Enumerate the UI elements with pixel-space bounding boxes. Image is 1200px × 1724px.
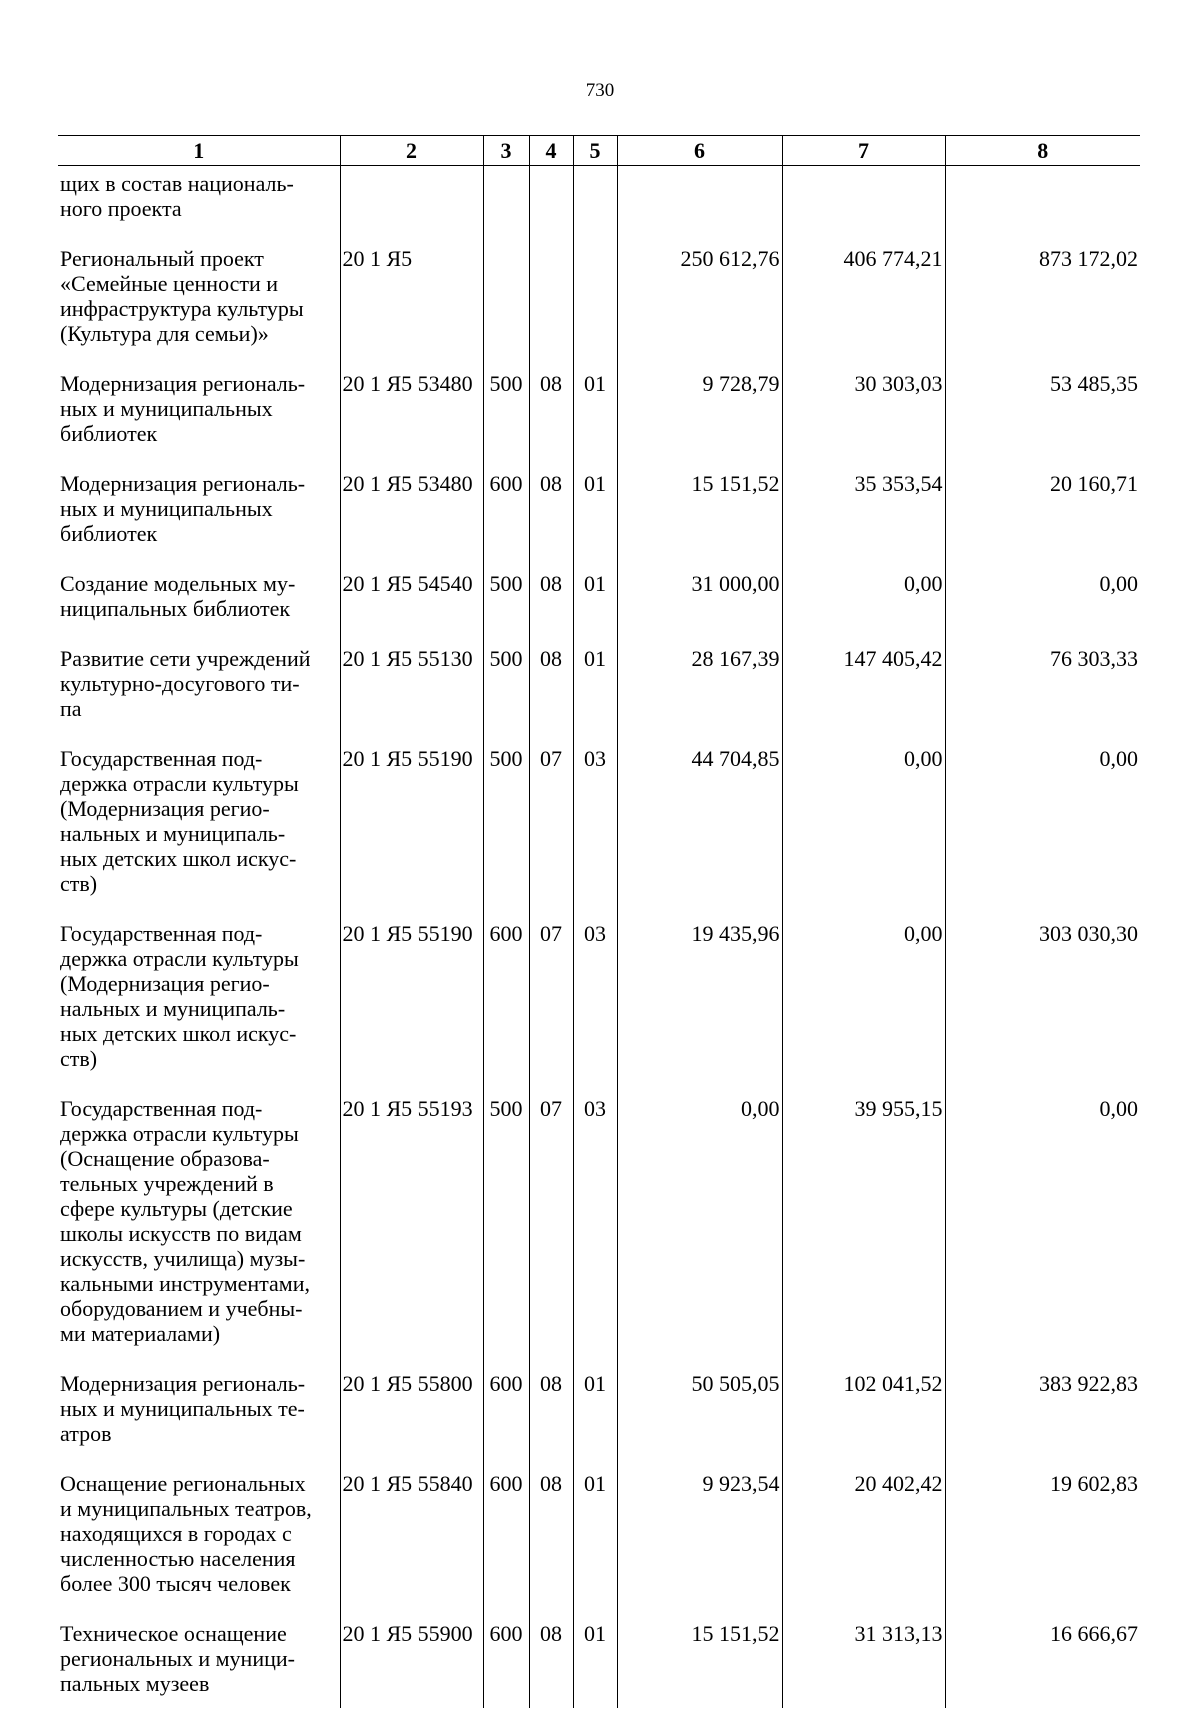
amount-col-7: 31 313,13 xyxy=(782,1616,945,1708)
expense-type: 600 xyxy=(483,466,529,566)
amount-col-6: 19 435,96 xyxy=(617,916,782,1091)
section-code xyxy=(529,166,573,242)
budget-code: 20 1 Я5 55130 xyxy=(340,641,483,741)
expense-type: 600 xyxy=(483,916,529,1091)
section-code: 08 xyxy=(529,1366,573,1466)
section-code: 07 xyxy=(529,741,573,916)
section-code: 08 xyxy=(529,1466,573,1616)
expense-type: 500 xyxy=(483,1091,529,1366)
amount-col-6: 28 167,39 xyxy=(617,641,782,741)
subsection-code: 01 xyxy=(573,1366,617,1466)
row-name: Модернизация региональ- ных и муниципальных библиотек xyxy=(60,371,306,446)
amount-col-7: 406 774,21 xyxy=(782,241,945,366)
table-row xyxy=(58,916,1140,1091)
amount-col-8: 383 922,83 xyxy=(945,1366,1140,1466)
row-name: Техническое оснащение региональных и муници- пальных музеев xyxy=(60,1621,295,1696)
budget-code: 20 1 Я5 55190 xyxy=(340,741,483,916)
budget-code: 20 1 Я5 55800 xyxy=(340,1366,483,1466)
budget-table xyxy=(58,135,1140,1708)
table-body xyxy=(58,166,1140,1709)
header-col-4: 4 xyxy=(529,136,573,166)
amount-col-7: 20 402,42 xyxy=(782,1466,945,1616)
amount-col-7: 35 353,54 xyxy=(782,466,945,566)
budget-code: 20 1 Я5 55190 xyxy=(340,916,483,1091)
amount-col-8: 19 602,83 xyxy=(945,1466,1140,1616)
budget-code xyxy=(340,166,483,242)
amount-col-8: 0,00 xyxy=(945,741,1140,916)
row-name: Государственная под- держка отрасли культуры (Оснащение образова- тельных учреждений в сфере культуры (детские школы искусств по видам искусств, училища) музы- кальными инструментами, оборудованием и учебны- ми материалами) xyxy=(60,1096,310,1346)
section-code: 08 xyxy=(529,1616,573,1708)
amount-col-6: 0,00 xyxy=(617,1091,782,1366)
amount-col-7: 0,00 xyxy=(782,916,945,1091)
section-code: 07 xyxy=(529,1091,573,1366)
table-row xyxy=(58,1466,1140,1616)
amount-col-8 xyxy=(945,166,1140,242)
table-row xyxy=(58,366,1140,466)
row-name: Создание модельных му- ниципальных библиотек xyxy=(60,571,296,621)
subsection-code: 03 xyxy=(573,741,617,916)
expense-type: 500 xyxy=(483,741,529,916)
table-row xyxy=(58,641,1140,741)
expense-type: 500 xyxy=(483,566,529,641)
amount-col-8: 20 160,71 xyxy=(945,466,1140,566)
header-col-1: 1 xyxy=(58,136,340,166)
amount-col-7: 30 303,03 xyxy=(782,366,945,466)
amount-col-7: 0,00 xyxy=(782,741,945,916)
page-number: 730 xyxy=(585,80,615,101)
amount-col-6 xyxy=(617,166,782,242)
amount-col-8: 16 666,67 xyxy=(945,1616,1140,1708)
amount-col-6: 9 728,79 xyxy=(617,366,782,466)
table-row xyxy=(58,1616,1140,1708)
header-col-8: 8 xyxy=(945,136,1140,166)
budget-code: 20 1 Я5 xyxy=(340,241,483,366)
table-row xyxy=(58,1366,1140,1466)
amount-col-6: 31 000,00 xyxy=(617,566,782,641)
amount-col-7: 102 041,52 xyxy=(782,1366,945,1466)
subsection-code xyxy=(573,241,617,366)
table-row xyxy=(58,241,1140,366)
expense-type: 600 xyxy=(483,1366,529,1466)
subsection-code: 01 xyxy=(573,1616,617,1708)
subsection-code: 03 xyxy=(573,916,617,1091)
subsection-code: 01 xyxy=(573,566,617,641)
table-row xyxy=(58,1091,1140,1366)
subsection-code: 01 xyxy=(573,1466,617,1616)
table-row xyxy=(58,566,1140,641)
subsection-code: 03 xyxy=(573,1091,617,1366)
amount-col-8: 873 172,02 xyxy=(945,241,1140,366)
subsection-code: 01 xyxy=(573,641,617,741)
header-col-5: 5 xyxy=(573,136,617,166)
amount-col-6: 250 612,76 xyxy=(617,241,782,366)
amount-col-8: 0,00 xyxy=(945,1091,1140,1366)
budget-code: 20 1 Я5 55840 xyxy=(340,1466,483,1616)
amount-col-7: 147 405,42 xyxy=(782,641,945,741)
amount-col-6: 9 923,54 xyxy=(617,1466,782,1616)
subsection-code: 01 xyxy=(573,466,617,566)
expense-type: 600 xyxy=(483,1466,529,1616)
budget-code: 20 1 Я5 55900 xyxy=(340,1616,483,1708)
expense-type: 500 xyxy=(483,641,529,741)
amount-col-6: 15 151,52 xyxy=(617,1616,782,1708)
expense-type: 500 xyxy=(483,366,529,466)
section-code: 08 xyxy=(529,466,573,566)
budget-code: 20 1 Я5 53480 xyxy=(340,366,483,466)
amount-col-8: 53 485,35 xyxy=(945,366,1140,466)
amount-col-8: 0,00 xyxy=(945,566,1140,641)
header-row xyxy=(58,136,1140,166)
header-col-2: 2 xyxy=(340,136,483,166)
row-name: Оснащение региональных и муниципальных театров, находящихся в городах с численностью населения более 300 тысяч человек xyxy=(60,1471,312,1596)
table-row xyxy=(58,466,1140,566)
row-name: Государственная под- держка отрасли культуры (Модернизация регио- нальных и муниципаль- ных детских школ искус- ств) xyxy=(60,921,299,1071)
row-name: Развитие сети учреждений культурно-досугового ти- па xyxy=(60,646,311,721)
table-row xyxy=(58,741,1140,916)
budget-code: 20 1 Я5 53480 xyxy=(340,466,483,566)
amount-col-8: 303 030,30 xyxy=(945,916,1140,1091)
amount-col-6: 50 505,05 xyxy=(617,1366,782,1466)
table-row xyxy=(58,166,1140,242)
amount-col-7: 39 955,15 xyxy=(782,1091,945,1366)
amount-col-7 xyxy=(782,166,945,242)
row-name: Модернизация региональ- ных и муниципальных библиотек xyxy=(60,471,306,546)
subsection-code: 01 xyxy=(573,366,617,466)
section-code: 07 xyxy=(529,916,573,1091)
section-code: 08 xyxy=(529,366,573,466)
expense-type xyxy=(483,241,529,366)
amount-col-6: 44 704,85 xyxy=(617,741,782,916)
row-name: Модернизация региональ- ных и муниципальных те- атров xyxy=(60,1371,306,1446)
expense-type xyxy=(483,166,529,242)
header-col-3: 3 xyxy=(483,136,529,166)
section-code xyxy=(529,241,573,366)
row-name: щих в состав националь- ного проекта xyxy=(60,171,294,221)
header-col-7: 7 xyxy=(782,136,945,166)
budget-code: 20 1 Я5 54540 xyxy=(340,566,483,641)
row-name: Государственная под- держка отрасли культуры (Модернизация регио- нальных и муниципаль- ных детских школ искус- ств) xyxy=(60,746,299,896)
header-col-6: 6 xyxy=(617,136,782,166)
amount-col-7: 0,00 xyxy=(782,566,945,641)
row-name: Региональный проект «Семейные ценности и инфраструктура культуры (Культура для семьи)» xyxy=(60,246,304,346)
amount-col-8: 76 303,33 xyxy=(945,641,1140,741)
budget-code: 20 1 Я5 55193 xyxy=(340,1091,483,1366)
expense-type: 600 xyxy=(483,1616,529,1708)
section-code: 08 xyxy=(529,641,573,741)
subsection-code xyxy=(573,166,617,242)
section-code: 08 xyxy=(529,566,573,641)
amount-col-6: 15 151,52 xyxy=(617,466,782,566)
